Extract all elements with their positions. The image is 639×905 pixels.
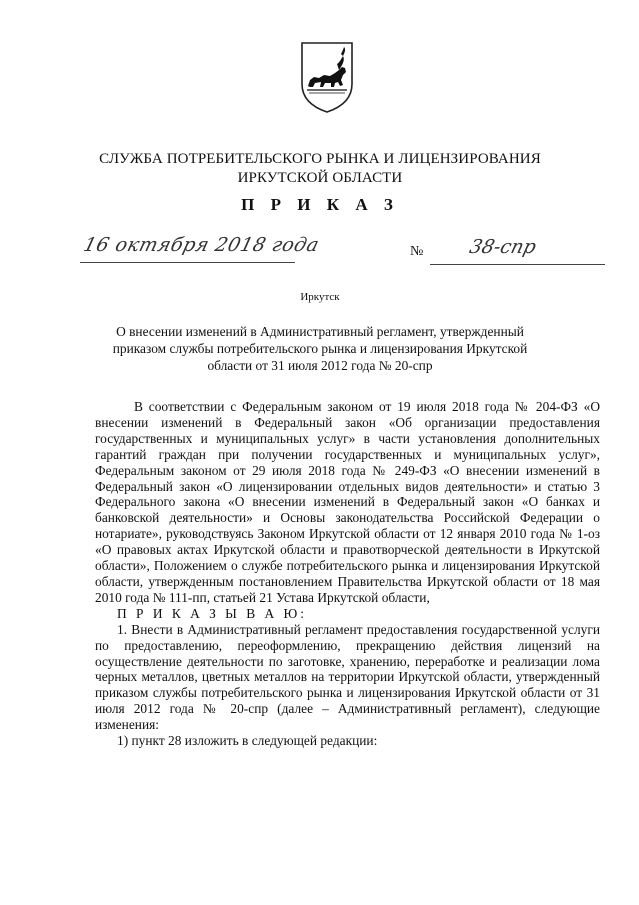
irkutsk-coat-of-arms-icon <box>299 40 355 114</box>
document-type-title: П Р И К А З <box>241 195 399 214</box>
order-body <box>95 399 600 749</box>
agency-name-line1: СЛУЖБА ПОТРЕБИТЕЛЬСКОГО РЫНКА И ЛИЦЕНЗИРОВАНИЯ <box>99 151 541 167</box>
date-underline <box>80 262 295 263</box>
city-name: Иркутск <box>300 291 340 303</box>
subject-line3: области от 31 июля 2012 года № 20-спр <box>207 358 433 373</box>
handwritten-number: 38-спр <box>467 236 539 258</box>
number-sign: № <box>410 244 424 259</box>
handwritten-date: 16 октября 2018 года <box>81 234 322 256</box>
item-1-paragraph: 1. Внести в Административный регламент предоставления государственной услуги по предоставлению, переоформлению, прекращению действия лицензий на осуществление деятельности по заготовке, хранению, переработке и реализации лома черных металлов, цветных металлов на территории Иркутской области, утвержденный приказом службы потребительского рынка и лицензирования Иркутской области от 31 июля 2012 года № 20-спр (далее – Административный регламент), следующие изменения: <box>95 621 600 733</box>
subject-line1: О внесении изменений в Административный регламент, утвержденный <box>116 324 524 339</box>
order-subject <box>100 323 540 374</box>
agency-name-line2: ИРКУТСКОЙ ОБЛАСТИ <box>237 170 403 186</box>
number-underline <box>430 264 605 265</box>
order-word: П Р И К А З Ы В А Ю: <box>117 605 307 621</box>
preamble-paragraph: В соответствии с Федеральным законом от 19 июля 2018 года № 204-ФЗ «О внесении изменений в Федеральный закон «Об организации предоставления государственных и муниципальных услуг» в части установления дополнительных гарантий граждан при получении государственных и муниципальных услуг», Федеральным законом от 29 июля 2018 года № 249-ФЗ «О внесении изменений в Федеральный закон «О лицензировании отдельных видов деятельности» и статью 3 Федерального закона «О внесении изменений в Федеральный закон «О банках и банковской деятельности» и Основы законодательства Российской Федерации о нотариате», руководствуясь Законом Иркутской области от 12 января 2010 года № 1-оз «О правовых актах Иркутской области и правотворческой деятельности в Иркутской области», Положением о службе потребительского рынка и лицензирования Иркутской области, утвержденным постановлением Правительства Иркутской области от 18 мая 2010 года № 111-пп, статьей 21 Устава Иркутской области, <box>95 399 600 605</box>
agency-name <box>60 150 580 188</box>
subject-line2: приказом службы потребительского рынка и лицензирования Иркутской <box>112 341 528 356</box>
item-1-1-paragraph: 1) пункт 28 изложить в следующей редакции: <box>117 733 378 749</box>
